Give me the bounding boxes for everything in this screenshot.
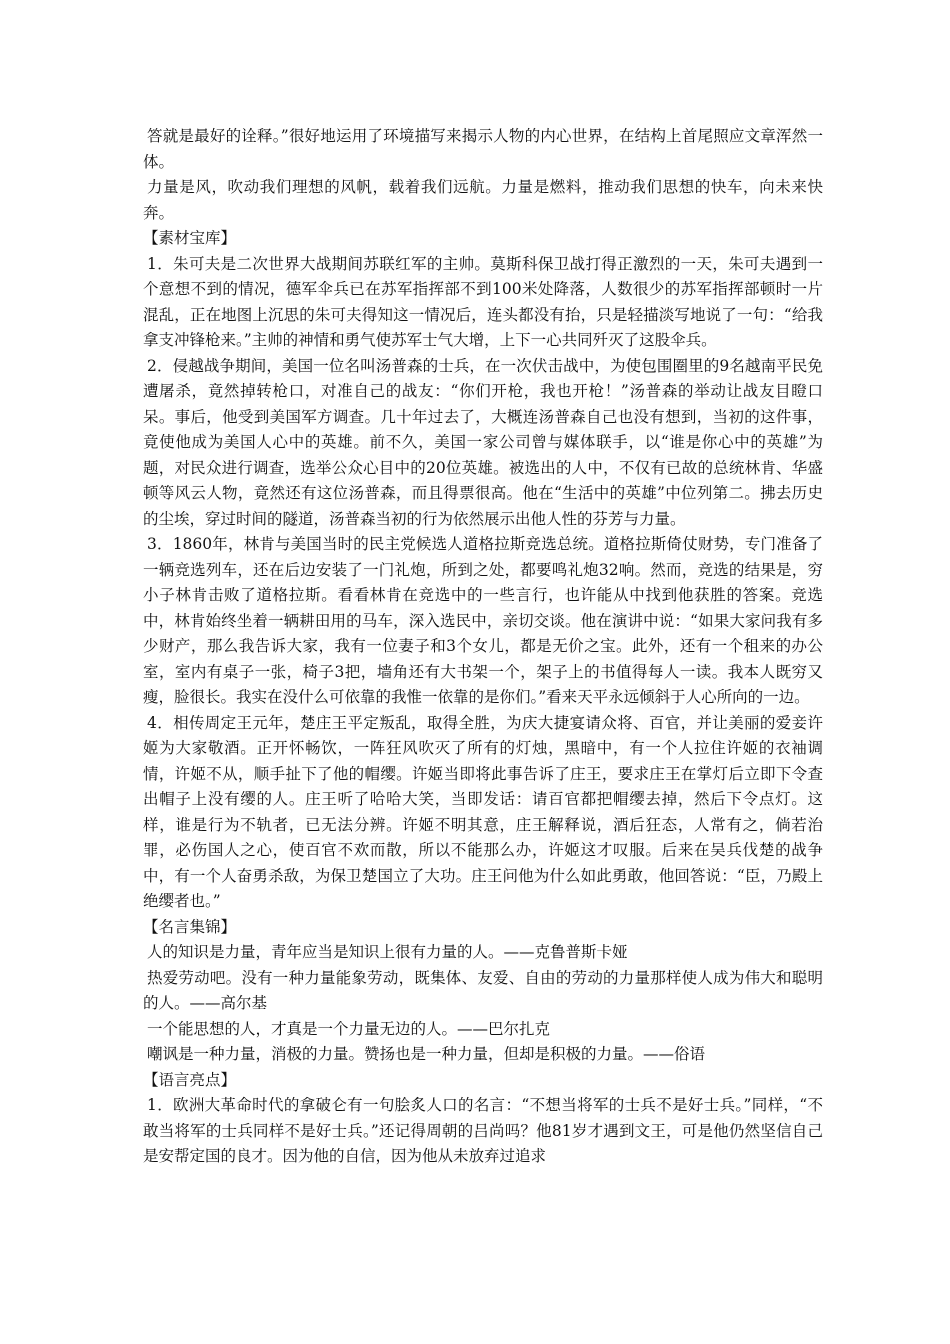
section-heading-quotes: 【名言集锦】 <box>143 917 237 936</box>
material-item-3: 3．1860年，林肯与美国当时的民主党候选人道格拉斯竞选总统。道格拉斯倚仗财势，专门准备了一辆竞选列车，还在后边安装了一门礼炮，所到之处，都要鸣礼炮32响。然而，竞选的结果是，穷小子林肯击败了道格拉斯。看看林肯在竞选中的一些言行，也许能从中找到他获胜的答案。竞选中，林肯始终坐着一辆耕田用的马车，深入选民中，亲切交谈。他在演讲中说：“如果大家问我有多少财产，那么我告诉大家，我有一位妻子和3个女儿，都是无价之宝。此外，还有一个租来的办公室，室内有桌子一张，椅子3把，墙角还有大书架一个，架子上的书值得每人一读。我本人既穷又瘦，脸很长。我实在没什么可依靠的我惟一依靠的是你们。”看来天平永远倾斜于人心所向的一边。 <box>143 535 823 706</box>
document-page <box>143 124 823 1170</box>
quote-item-3: 一个能思想的人，才真是一个力量无边的人。——巴尔扎克 <box>147 1019 551 1038</box>
section-heading-highlights: 【语言亮点】 <box>143 1070 237 1089</box>
quote-item-1: 人的知识是力量，青年应当是知识上很有力量的人。——克鲁普斯卡娅 <box>147 943 628 961</box>
quote-item-2: 热爱劳动吧。没有一种力量能象劳动，既集体、友爱、自由的劳动的力量那样使人成为伟大和聪明的人。——高尔基 <box>143 968 823 1012</box>
intro-paragraph-2: 力量是风，吹动我们理想的风帆，载着我们远航。力量是燃料，推动我们思想的快车，向未来快奔。 <box>143 178 823 222</box>
highlight-item-1: 1．欧洲大革命时代的拿破仑有一句脍炙人口的名言：“不想当将军的士兵不是好士兵。”同样，“不敢当将军的士兵同样不是好士兵。”还记得周朝的吕尚吗？他81岁才遇到文王，可是他仍然坚信自己是安帮定国的良才。因为他的自信，因为他从未放弃过追求 <box>143 1096 823 1165</box>
material-item-4: 4．相传周定王元年，楚庄王平定叛乱，取得全胜，为庆大捷宴请众将、百官，并让美丽的爱妾许姬为大家敬酒。正开怀畅饮，一阵狂风吹灭了所有的灯烛，黑暗中，有一个人拉住许姬的衣袖调情，许姬不从，顺手扯下了他的帽缨。许姬当即将此事告诉了庄王，要求庄王在掌灯后立即下令查出帽子上没有缨的人。庄王听了哈哈大笑，当即发话：请百官都把帽缨去掉，然后下令点灯。这样，谁是行为不轨者，已无法分辨。许姬不明其意，庄王解释说，酒后狂态，人常有之，倘若治罪，必伤国人之心，使百官不欢而散，所以不能那么办，许姬这才叹服。后来在吴兵伐楚的战争中，有一个人奋勇杀敌，为保卫楚国立了大功。庄王问他为什么如此勇敢，他回答说：“臣，乃殿上绝缨者也。” <box>143 713 823 910</box>
material-item-2: 2．侵越战争期间，美国一位名叫汤普森的士兵，在一次伏击战中，为使包围圈里的9名越南平民免遭屠杀，竟然掉转枪口，对准自己的战友：“你们开枪，我也开枪！”汤普森的举动让战友目瞪口呆。事后，他受到美国军方调查。几十年过去了，大概连汤普森自己也没有想到，当初的这件事，竟使他成为美国人心中的英雄。前不久，美国一家公司曾与媒体联手，以“谁是你心中的英雄”为题，对民众进行调查，选举公众心目中的20位英雄。被选出的人中，不仅有已故的总统林肯、华盛顿等风云人物，竟然还有这位汤普森，而且得票很高。他在“生活中的英雄”中位列第二。拂去历史的尘埃，穿过时间的隧道，汤普森当初的行为依然展示出他人性的芬芳与力量。 <box>143 356 823 528</box>
intro-paragraph-1: 答就是最好的诠释。”很好地运用了环境描写来揭示人物的内心世界，在结构上首尾照应文章浑然一体。 <box>143 127 823 171</box>
quote-item-4: 嘲讽是一种力量，消极的力量。赞扬也是一种力量，但却是积极的力量。——俗语 <box>147 1045 706 1063</box>
section-heading-material: 【素材宝库】 <box>143 229 237 247</box>
material-item-1: 1．朱可夫是二次世界大战期间苏联红军的主帅。莫斯科保卫战打得正激烈的一天，朱可夫遇到一个意想不到的情况，德军伞兵已在苏军指挥部不到100米处降落，人数很少的苏军指挥部顿时一片混乱，正在地图上沉思的朱可夫得知这一情况后，连头都没有抬，只是轻描淡写地说了一句：“给我拿支冲锋枪来。”主帅的神情和勇气使苏军士气大增，上下一心共同歼灭了这股伞兵。 <box>143 254 823 349</box>
